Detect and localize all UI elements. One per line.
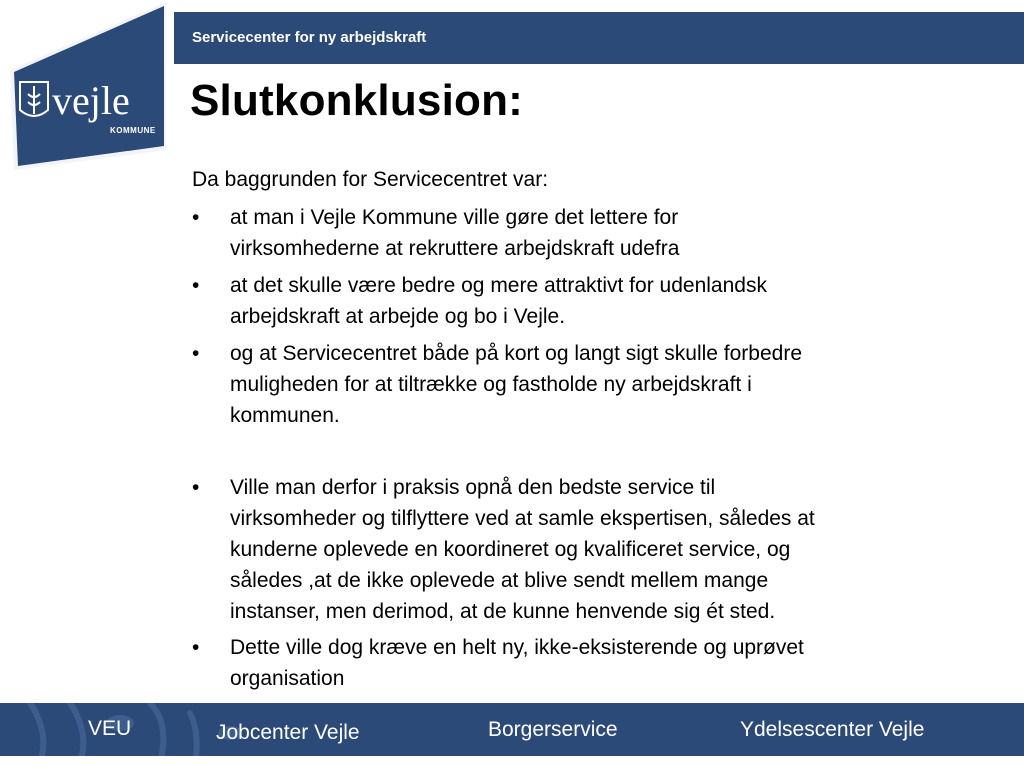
footer-item-ydelsescenter-vejle[interactable]: Ydelsescenter Vejle xyxy=(740,718,925,741)
bullet-line: kommunen. xyxy=(230,404,340,427)
footer-item-veu[interactable]: VEU xyxy=(88,717,132,740)
bullet-line: Dette ville dog kræve en helt ny, ikke-eksisterende og uprøvet xyxy=(230,636,804,659)
bullet-line: organisation xyxy=(230,667,345,690)
bullet-line: kunderne oplevede en koordineret og kvalificeret service, og xyxy=(230,538,791,561)
header-bar-title: Servicecenter for ny arbejdskraft xyxy=(192,29,427,46)
bullet-marker: • xyxy=(192,476,200,499)
bullet-line: virksomheder og tilflyttere ved at samle ekspertisen, således at xyxy=(230,507,815,530)
bullet-line: at man i Vejle Kommune ville gøre det lettere for xyxy=(230,206,679,229)
bullet-line: instanser, men derimod, at de kunne henvende sig ét sted. xyxy=(230,600,776,623)
footer-item-borgerservice[interactable]: Borgerservice xyxy=(488,718,618,741)
intro-text: Da baggrunden for Servicecentret var: xyxy=(192,168,549,191)
slide-title: Slutkonklusion: xyxy=(190,76,523,125)
bullet-marker: • xyxy=(192,342,200,365)
bullet-line: Ville man derfor i praksis opnå den bedste service til xyxy=(230,476,716,499)
bullet-line: således ,at de ikke oplevede at blive sendt mellem mange xyxy=(230,569,769,592)
bullet-line: muligheden for at tiltrække og fastholde ny arbejdskraft i xyxy=(230,373,752,396)
bullet-line: virksomhederne at rekruttere arbejdskraft udefra xyxy=(230,237,680,260)
bullet-line: at det skulle være bedre og mere attraktivt for udenlandsk xyxy=(230,274,767,297)
svg-text:vejle: vejle xyxy=(52,78,130,123)
footer-bar xyxy=(0,703,1024,756)
bullet-marker: • xyxy=(192,206,200,229)
vejle-kommune-logo xyxy=(6,0,168,172)
bullet-marker: • xyxy=(192,636,200,659)
footer-item-jobcenter-vejle[interactable]: Jobcenter Vejle xyxy=(216,721,360,744)
svg-text:KOMMUNE: KOMMUNE xyxy=(110,126,156,135)
bullet-line: og at Servicecentret både på kort og langt sigt skulle forbedre xyxy=(230,342,803,365)
header-bar xyxy=(174,12,1024,64)
bullet-marker: • xyxy=(192,274,200,297)
bullet-line: arbejdskraft at arbejde og bo i Vejle. xyxy=(230,305,566,328)
